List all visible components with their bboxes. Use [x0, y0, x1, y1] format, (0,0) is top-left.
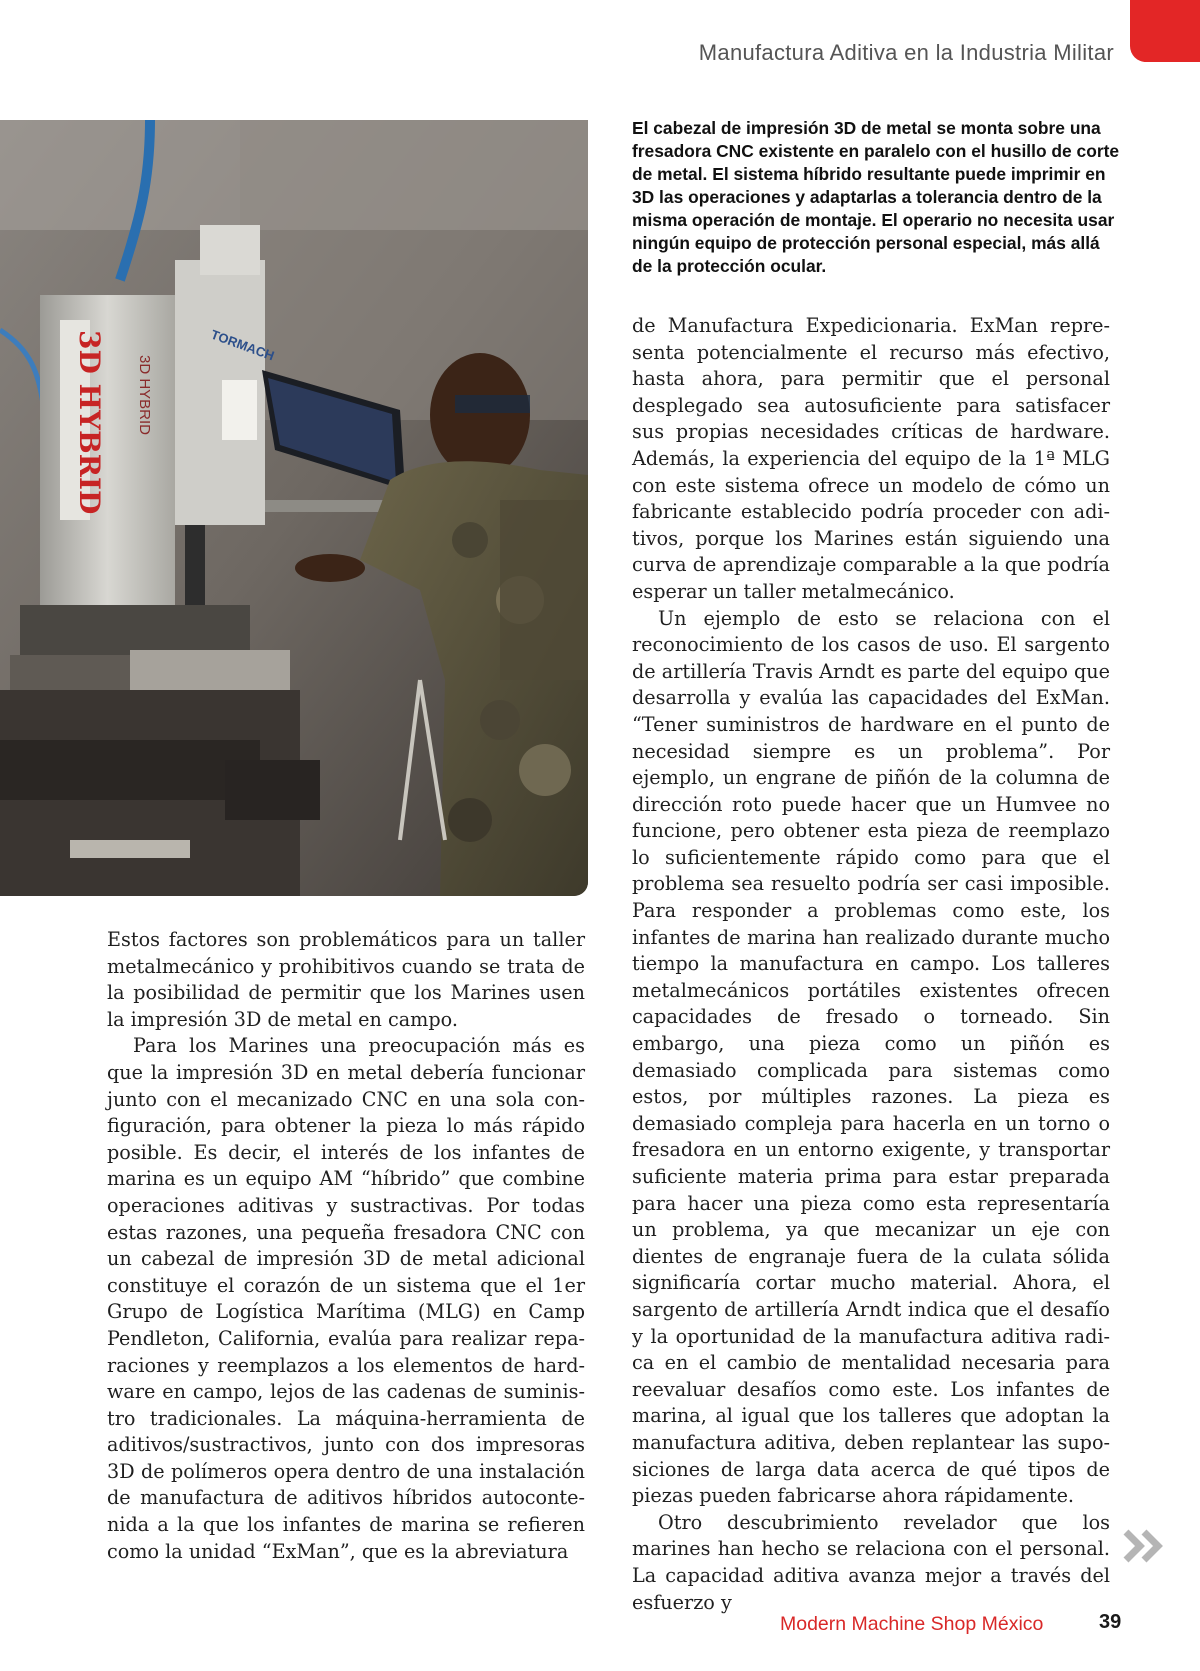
marine-hand: [295, 554, 365, 582]
running-title: Manufactura Aditiva en la Industria Militar: [698, 40, 1114, 65]
photo-marine-hybrid-machine: [0, 120, 588, 896]
publication-name: Modern Machine Shop México: [780, 1613, 1044, 1635]
marine-head: [430, 353, 530, 477]
continue-chevrons-icon: [1122, 1528, 1168, 1564]
brand-plate: TORMACH: [208, 326, 277, 364]
paragraph: Otro descubrimiento revelador que los marines han hecho se relaciona con el personal. La capacidad aditiva avanza mejor a través del esfuerzo y: [632, 1510, 1110, 1614]
photo-caption: El cabezal de impresión 3D de metal se monta sobre una fresadora CNC existente en paralelo con el husillo de corte de metal. El sistema híbrido resultante puede imprimir en 3D las operaciones y adaptarlas a tolerancia dentro de la misma operación de montaje. El operario no necesita usar ningún equipo de protección personal especial, más allá de la protección ocular.: [632, 118, 1120, 276]
metal-part: [70, 840, 190, 858]
tactical-vest: [500, 500, 588, 680]
machine-label-side: 3D HYBRID: [136, 355, 153, 436]
paragraph: de Manufactura Expedicionaria. ExMan representa potencialmente el recurso más efectivo, hasta ahora, para permitir que el personal desplegado sea autosuficiente para satisfacer sus propias necesidades críticas de hardware. Además, la experiencia del equipo de la 1ª MLG con este sistema ofrece un modelo de cómo un fabricante establecido podría proceder con aditivos, porque los Marines están siguiendo una curva de aprendizaje comparable a la que podría esperar un taller metalmecánico.: [632, 314, 1110, 603]
safety-glasses: [455, 395, 530, 413]
paragraph: Estos factores son problemáticos para un taller metalmecánico y prohibitivos cuando se trata de la posibilidad de permitir que los Marines usen la impresión 3D de metal en campo.: [107, 928, 585, 1031]
machine-label: 3D HYBRID: [73, 330, 106, 515]
paragraph: Para los Marines una preocupación más es que la impresión 3D en metal debería funcionar junto con el mecanizado CNC en una sola configuración, para obtener la pieza lo más rápido posible. Es decir, el interés de los infantes de marina es un equipo AM “híbrido” que combine operaciones aditivas y sustractivas. Por todas estas razones, una pequeña fresadora CNC con un cabezal de impresión 3D de metal adicional constituye el corazón de un sistema que el 1er Grupo de Logística Marítima (MLG) en Camp Pendleton, California, evalúa para realizar reparaciones y reemplazos a los elementos de hardware en campo, lejos de las cadenas de suministro tradicionales. La máquina-herramienta de aditivos/sustractivos, junto con dos impresoras 3D de polímeros opera dentro de una instalación de manufactura de aditivos híbridos autocontenida a la que los infantes de marina se refieren como la unidad “ExMan”, que es la abreviatura: [107, 1034, 585, 1563]
paragraph: Un ejemplo de esto se relaciona con el reconocimiento de los casos de uso. El sargento de artillería Travis Arndt es parte del equipo que desarrolla y evalúa las capacidades del ExMan. “Tener suministros de hardware en el punto de necesidad siempre es un problema”. Por ejemplo, un engrane de piñón de la columna de dirección roto puede hacer que un Humvee no funcione, pero obtener esta pieza de reemplazo lo suficientemente rápido como para que el problema sea resuelto podría ser casi imposible. Para responder a problemas como este, los infantes de marina han realizado durante mucho tiempo la manufactura en campo. Los talleres metalmecánicos portátiles existentes ofrecen capacidades de fresado o torneado. Sin embargo, una pieza como un piñón es demasiado complicada para sistemas como estos, por múltiples razones. La pieza es demasiado compleja para hacerla en un torno o fresadora en un entorno exigente, y transportar suficiente materia prima para estar preparada para hacer una pieza como esta representaría un problema, ya que mecanizar un eje con dientes de engranaje fuera de la culata sólida significaría cortar mucho material. Ahora, el sargento de artillería Arndt indica que el desafío y la oportunidad de la manufactura aditiva radica en el cambio de mentalidad necesaria para reevaluar desafíos como este. Los infantes de marina, al igual que los talleres que adoptan la manufactura aditiva, deben replantear las suposiciones de larga data acerca de qué tipos de piezas pueden fabricarse ahora rápidamente.: [632, 606, 1110, 1508]
label-sticker: [222, 380, 257, 440]
left-text-column: [107, 927, 585, 1565]
right-text-column: [632, 313, 1110, 1616]
corner-tab: [1130, 0, 1200, 62]
page-number: 39: [1099, 1611, 1122, 1633]
